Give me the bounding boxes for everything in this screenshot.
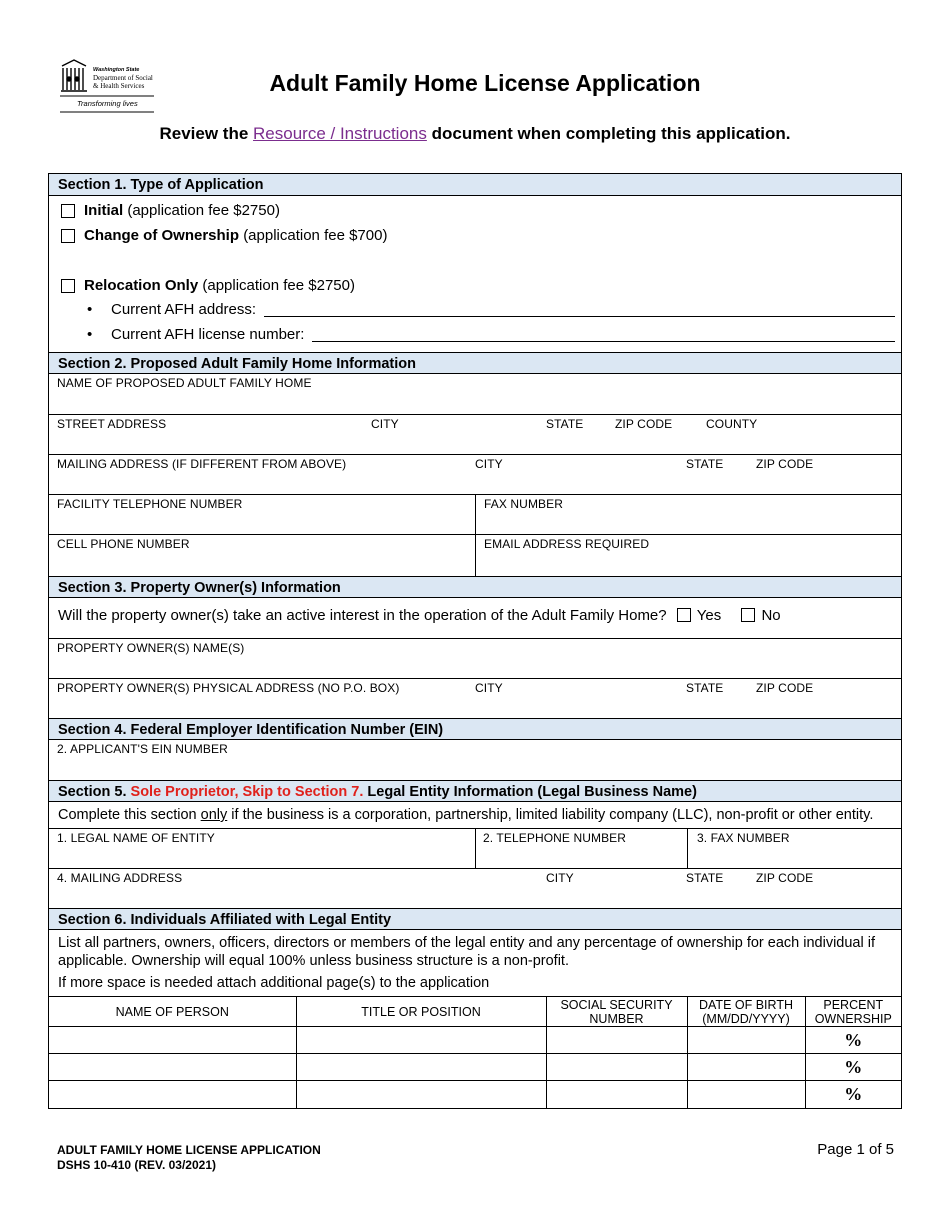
city-label: CITY — [371, 417, 399, 431]
name-cell[interactable] — [49, 1054, 296, 1081]
owner-city-label: CITY — [475, 681, 503, 695]
fax-label: FAX NUMBER — [484, 497, 564, 511]
dob-cell[interactable] — [687, 1027, 805, 1054]
section6-instructions: List all partners, owners, officers, directors or members of the legal entity and any percentage of ownership for each individual if applicable. Ownership will equal 100% unless business structure is a non-profit. — [58, 935, 875, 969]
instructions-after: document when completing this application. — [431, 124, 791, 143]
logo-tagline: Transforming lives — [77, 99, 138, 108]
mailing-address-label: MAILING ADDRESS (IF DIFFERENT FROM ABOVE) — [57, 457, 347, 471]
section3-heading: Section 3. Property Owner(s) Information — [49, 576, 901, 598]
column-divider — [687, 829, 688, 868]
change-ownership-fee: (application fee $700) — [243, 227, 388, 244]
logo-line1: Washington State — [93, 67, 140, 73]
mailing-address-row[interactable] — [49, 454, 901, 494]
column-divider — [475, 495, 476, 534]
initial-checkbox[interactable] — [61, 204, 75, 218]
current-afh-license-row — [49, 323, 901, 348]
entity-fax-label: 3. FAX NUMBER — [697, 831, 790, 845]
street-address-row[interactable] — [49, 414, 901, 454]
entity-mailing-row[interactable] — [49, 868, 901, 908]
table-row — [49, 1081, 901, 1108]
change-ownership-checkbox[interactable] — [61, 229, 75, 243]
entity-row — [49, 828, 901, 868]
section5-instructions — [49, 802, 901, 828]
name-cell[interactable] — [49, 1027, 296, 1054]
entity-city-label: CITY — [546, 871, 574, 885]
entity-telephone-label: 2. TELEPHONE NUMBER — [483, 831, 627, 845]
section5-para-only: only — [200, 807, 228, 823]
relocation-checkbox[interactable] — [61, 279, 75, 293]
table-header-row — [49, 997, 901, 1027]
percent-cell[interactable]: % — [805, 1027, 901, 1054]
relocation-fee: (application fee $2750) — [202, 277, 355, 294]
afh-name-field[interactable] — [49, 374, 901, 414]
yes-label: Yes — [696, 607, 722, 624]
table-row — [49, 1027, 901, 1054]
col-date-of-birth: DATE OF BIRTH (MM/DD/YYYY) — [687, 997, 805, 1027]
entity-mailing-label: 4. MAILING ADDRESS — [57, 871, 183, 885]
resource-instructions-link[interactable]: Resource / Instructions — [253, 124, 427, 143]
state-label: STATE — [546, 417, 584, 431]
bullet-icon: • — [87, 301, 93, 318]
cell-email-row — [49, 534, 901, 576]
name-cell[interactable] — [49, 1081, 296, 1108]
dob-cell[interactable] — [687, 1054, 805, 1081]
col-percent-ownership: PERCENT OWNERSHIP — [814, 997, 892, 1026]
col-ssn: SOCIAL SECURITY NUMBER — [546, 997, 687, 1027]
sole-proprietor-note: Sole Proprietor, Skip to Section 7. — [130, 784, 364, 800]
no-checkbox[interactable] — [741, 608, 755, 622]
current-afh-address-label: Current AFH address: — [111, 301, 257, 318]
section6-heading: Section 6. Individuals Affiliated with Legal Entity — [49, 908, 901, 930]
bullet-icon: • — [87, 326, 93, 343]
col-title-position: TITLE OR POSITION — [296, 997, 546, 1027]
column-divider — [475, 829, 476, 868]
current-afh-license-field[interactable] — [312, 323, 895, 342]
page-title: Adult Family Home License Application — [269, 70, 701, 96]
section5-para-end: if the business is a corporation, partnership, limited liability company (LLC), non-profit or other entity. — [231, 807, 874, 823]
entity-zip-label: ZIP CODE — [756, 871, 814, 885]
cell-phone-label: CELL PHONE NUMBER — [57, 537, 190, 551]
active-interest-text: Will the property owner(s) take an active interest in the operation of the Adult Family Home? — [58, 607, 667, 624]
no-label: No — [761, 607, 781, 624]
title-cell[interactable] — [296, 1081, 546, 1108]
legal-name-label: 1. LEGAL NAME OF ENTITY — [57, 831, 215, 845]
initial-option — [49, 198, 901, 223]
col-name-of-person: NAME OF PERSON — [49, 997, 296, 1027]
section5-heading — [49, 780, 901, 802]
afh-name-label: NAME OF PROPOSED ADULT FAMILY HOME — [57, 376, 312, 390]
footer-form-name: ADULT FAMILY HOME LICENSE APPLICATION — [57, 1143, 321, 1157]
column-divider — [475, 535, 476, 576]
street-address-label: STREET ADDRESS — [57, 417, 167, 431]
current-afh-address-row — [49, 298, 901, 323]
section2-heading: Section 2. Proposed Adult Family Home Information — [49, 352, 901, 374]
ein-field[interactable] — [49, 740, 901, 780]
zip-code-label: ZIP CODE — [615, 417, 673, 431]
owner-state-label: STATE — [686, 681, 724, 695]
current-afh-license-label: Current AFH license number: — [111, 326, 305, 343]
page-number: Page 1 of 5 — [817, 1141, 894, 1158]
section5-para-start: Complete this section — [58, 807, 197, 823]
active-interest-question — [49, 598, 901, 638]
instructions-line — [0, 124, 950, 144]
table-row — [49, 1054, 901, 1081]
logo-line3: & Health Services — [93, 82, 145, 90]
affiliated-individuals-table — [49, 996, 901, 1108]
relocation-label: Relocation Only — [84, 277, 199, 294]
instructions-before: Review the — [159, 124, 249, 143]
email-label: EMAIL ADDRESS REQUIRED — [484, 537, 650, 551]
county-label: COUNTY — [706, 417, 758, 431]
mailing-zip-label: ZIP CODE — [756, 457, 814, 471]
section5-title: Legal Entity Information (Legal Business Name) — [367, 784, 697, 800]
mailing-city-label: CITY — [475, 457, 503, 471]
footer-form-info — [57, 1143, 321, 1173]
current-afh-address-field[interactable] — [264, 298, 895, 317]
owner-address-row[interactable] — [49, 678, 901, 718]
dob-cell[interactable] — [687, 1081, 805, 1108]
relocation-option — [49, 273, 901, 298]
section4-heading: Section 4. Federal Employer Identification Number (EIN) — [49, 718, 901, 740]
percent-cell[interactable]: % — [805, 1054, 901, 1081]
change-ownership-option — [49, 223, 901, 248]
ssn-cell[interactable] — [546, 1027, 687, 1054]
section5-prefix: Section 5. — [58, 784, 127, 800]
mailing-state-label: STATE — [686, 457, 724, 471]
facility-phone-label: FACILITY TELEPHONE NUMBER — [57, 497, 243, 511]
title-cell[interactable] — [296, 1054, 546, 1081]
initial-fee: (application fee $2750) — [127, 202, 280, 219]
footer-form-number: DSHS 10-410 (REV. 03/2021) — [57, 1158, 216, 1172]
section6-extra-space-note: If more space is needed attach additional page(s) to the application — [58, 975, 490, 991]
owner-address-label: PROPERTY OWNER(S) PHYSICAL ADDRESS (NO P.O. BOX) — [57, 681, 400, 695]
owner-names-label: PROPERTY OWNER(S) NAME(S) — [57, 641, 245, 655]
percent-cell[interactable]: % — [805, 1081, 901, 1108]
owner-names-field[interactable] — [49, 638, 901, 678]
application-form — [48, 173, 902, 1109]
ssn-cell[interactable] — [546, 1054, 687, 1081]
initial-label: Initial — [84, 202, 124, 219]
phone-fax-row — [49, 494, 901, 534]
title-cell[interactable] — [296, 1027, 546, 1054]
entity-state-label: STATE — [686, 871, 724, 885]
ein-label: 2. APPLICANT'S EIN NUMBER — [57, 742, 228, 756]
logo-line2: Department of Social — [93, 74, 153, 82]
yes-checkbox[interactable] — [677, 608, 691, 622]
section1-heading: Section 1. Type of Application — [49, 174, 901, 196]
change-ownership-label: Change of Ownership — [84, 227, 240, 244]
ssn-cell[interactable] — [546, 1081, 687, 1108]
owner-zip-label: ZIP CODE — [756, 681, 814, 695]
